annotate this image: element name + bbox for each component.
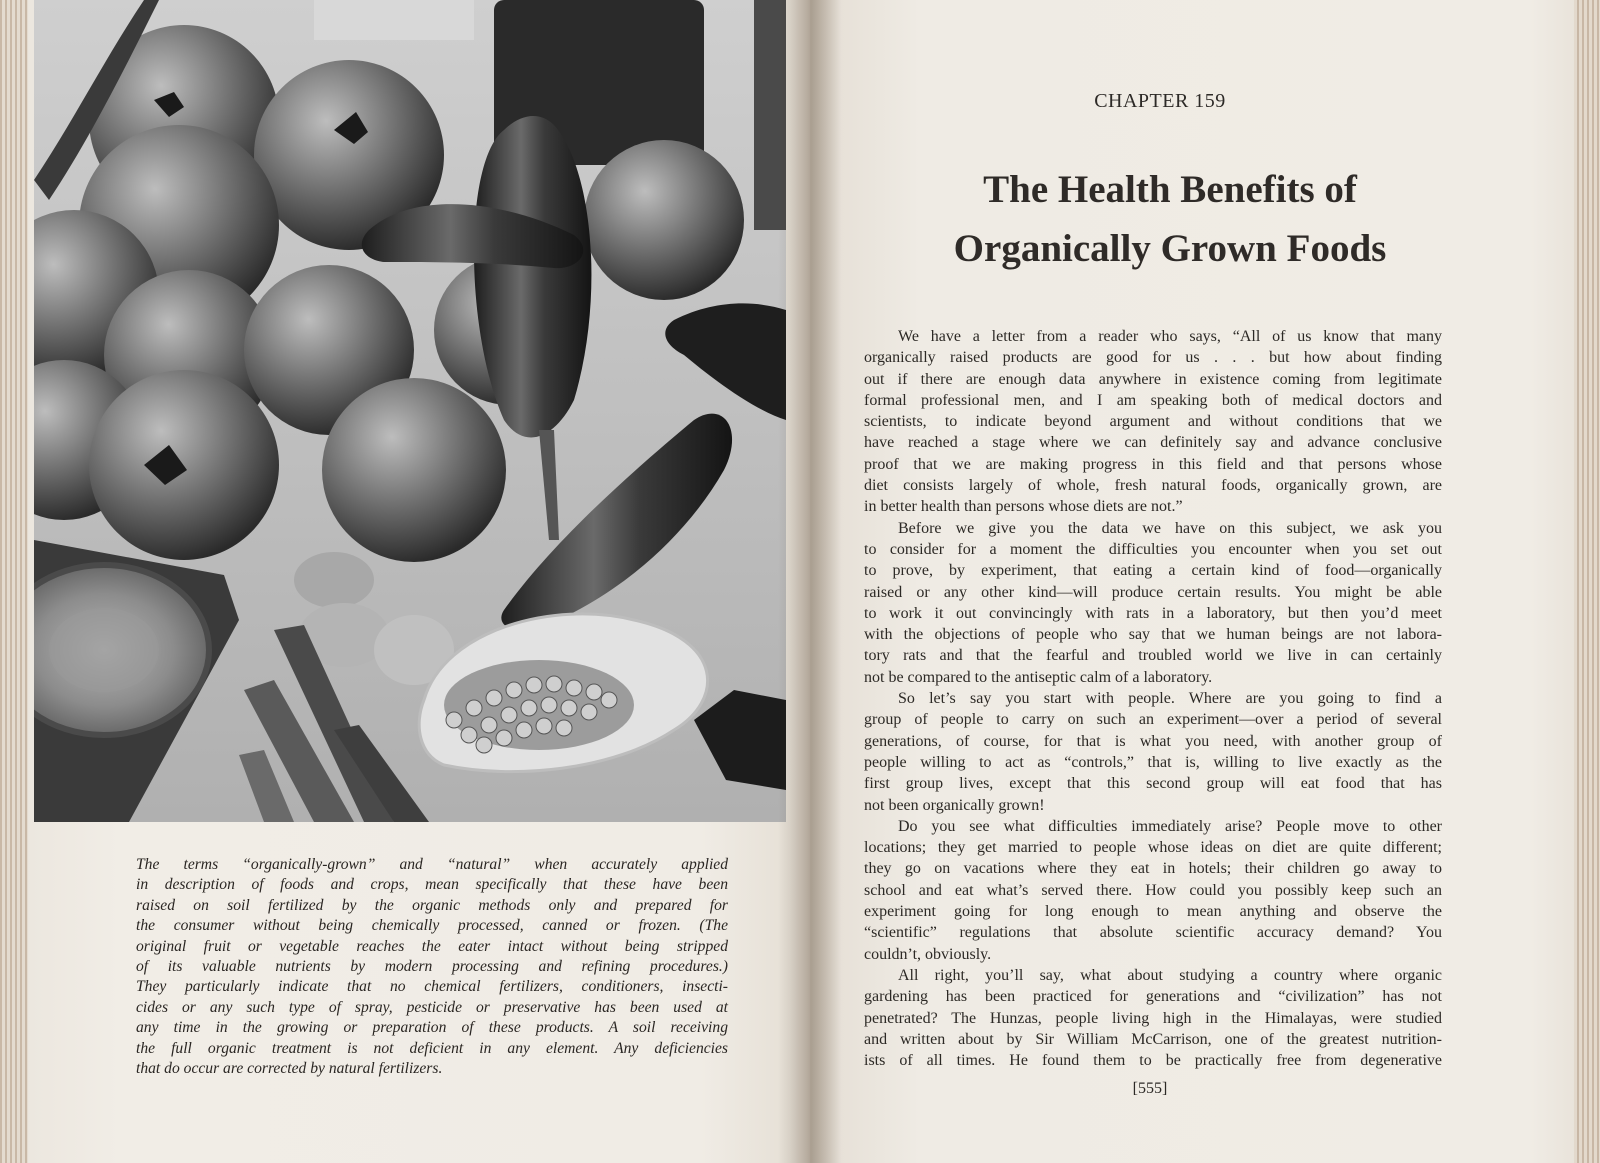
body-line: raised or any other kind—will produce certain results. You might be able	[864, 583, 1442, 601]
caption-line: The terms “organically-grown” and “natural” when accurately applied	[136, 856, 728, 873]
caption-line: They particularly indicate that no chemical fertilizers, conditioners, insecti-	[136, 978, 728, 996]
body-line: proof that we are making progress in this field and that persons whose	[864, 455, 1442, 473]
body-line: and written about by Sir William McCarrison, one of the greatest nutrition-	[864, 1030, 1442, 1048]
body-line: have reached a stage where we can definitely say and advance conclusive	[864, 434, 1442, 452]
body-line: We have a letter from a reader who says, “All of us know that many	[898, 328, 1442, 345]
body-line: with the objections of people who say that we human beings are not labora-	[864, 626, 1442, 644]
vegetable-photograph	[34, 0, 786, 822]
body-line: first group lives, except that this second group will eat food that has	[864, 775, 1442, 793]
body-line: out if there are enough data anywhere in existence coming from legitimate	[864, 370, 1442, 388]
caption-line: cides or any such type of spray, pesticide or preservative has been used at	[136, 998, 728, 1016]
body-line: “scientific” regulations that absolute scientific accuracy demand? You	[864, 924, 1442, 942]
body-line: people willing to act as “controls,” that is, willing to live exactly as the	[864, 753, 1442, 771]
photo-illustration	[34, 0, 786, 822]
photo-caption	[136, 855, 728, 1079]
caption-line: original fruit or vegetable reaches the eater intact without being stripped	[136, 937, 728, 955]
page-edges-left	[0, 0, 28, 1163]
body-line: organically raised products are good for us . . . but how about finding	[864, 349, 1442, 367]
chapter-body-text	[864, 326, 1442, 1071]
body-line: group of people to carry on such an experiment—over a period of several	[864, 711, 1442, 729]
body-line: diet consists largely of whole, fresh natural foods, organically grown, are	[864, 477, 1442, 495]
body-line: to consider for a moment the difficulties you encounter when you set out	[864, 540, 1442, 558]
body-line: gardening has been practiced for generations and “civilization” has not	[864, 988, 1442, 1006]
body-line: experiment going for long enough to mean anything and observe the	[864, 903, 1442, 921]
chapter-number: CHAPTER 159	[1094, 90, 1226, 112]
body-line: tory rats and that the fearful and troubled world we live in can certainly	[864, 647, 1442, 665]
body-line: formal professional men, and I am speaking both of medical doctors and	[864, 391, 1442, 409]
caption-line: of its valuable nutrients by modern processing and refining procedures.)	[136, 958, 728, 976]
page-number: [555]	[1132, 1080, 1168, 1097]
body-line: not been organically grown!	[864, 796, 1045, 814]
body-line: scientists, to indicate beyond argument and without conditions that we	[864, 413, 1442, 431]
body-line: ists of all times. He found them to be practically free from degenerative	[864, 1052, 1442, 1070]
body-line: Before we give you the data we have on this subject, we ask you	[898, 519, 1442, 537]
caption-line: the consumer without being chemically processed, canned or frozen. (The	[136, 917, 728, 935]
body-line: penetrated? The Hunzas, people living high in the Himalayas, were studied	[864, 1009, 1442, 1027]
body-line: they go on vacations where they eat in hotels; their children go away to	[864, 860, 1442, 878]
body-line: All right, you’ll say, what about studying a country where organic	[898, 966, 1442, 984]
body-line: So let’s say you start with people. Where are you going to find a	[898, 690, 1442, 708]
body-line: not be compared to the antiseptic calm of a laboratory.	[864, 668, 1213, 686]
chapter-title-line: Organically Grown Foods	[953, 227, 1387, 270]
page-edges-right	[1574, 0, 1600, 1163]
body-line: couldn’t, obviously.	[864, 945, 992, 963]
caption-line: any time in the growing or preparation of these products. A soil receiving	[136, 1019, 728, 1037]
body-line: to work it out convincingly with rats in a laboratory, but then you’d meet	[864, 604, 1442, 622]
caption-line: the full organic treatment is not deficient in any element. Any deficiencies	[136, 1039, 728, 1057]
chapter-title-line: The Health Benefits of	[983, 168, 1357, 211]
chapter-title	[880, 160, 1460, 278]
body-line: in better health than persons whose diets are not.”	[864, 498, 1183, 516]
body-line: to prove, by experiment, that eating a certain kind of food—organically	[864, 562, 1442, 580]
caption-line: that do occur are corrected by natural fertilizers.	[136, 1060, 443, 1078]
caption-line: raised on soil fertilized by the organic methods only and prepared for	[136, 896, 728, 914]
body-line: school and eat what’s served there. How could you possibly keep such an	[864, 881, 1442, 899]
body-line: locations; they get married to people whose ideas on diet are quite different;	[864, 839, 1442, 857]
caption-line: in description of foods and crops, mean specifically that these have been	[136, 876, 728, 894]
body-line: generations, of course, for that is what you need, with another group of	[864, 732, 1442, 750]
body-line: Do you see what difficulties immediately arise? People move to other	[898, 817, 1442, 835]
